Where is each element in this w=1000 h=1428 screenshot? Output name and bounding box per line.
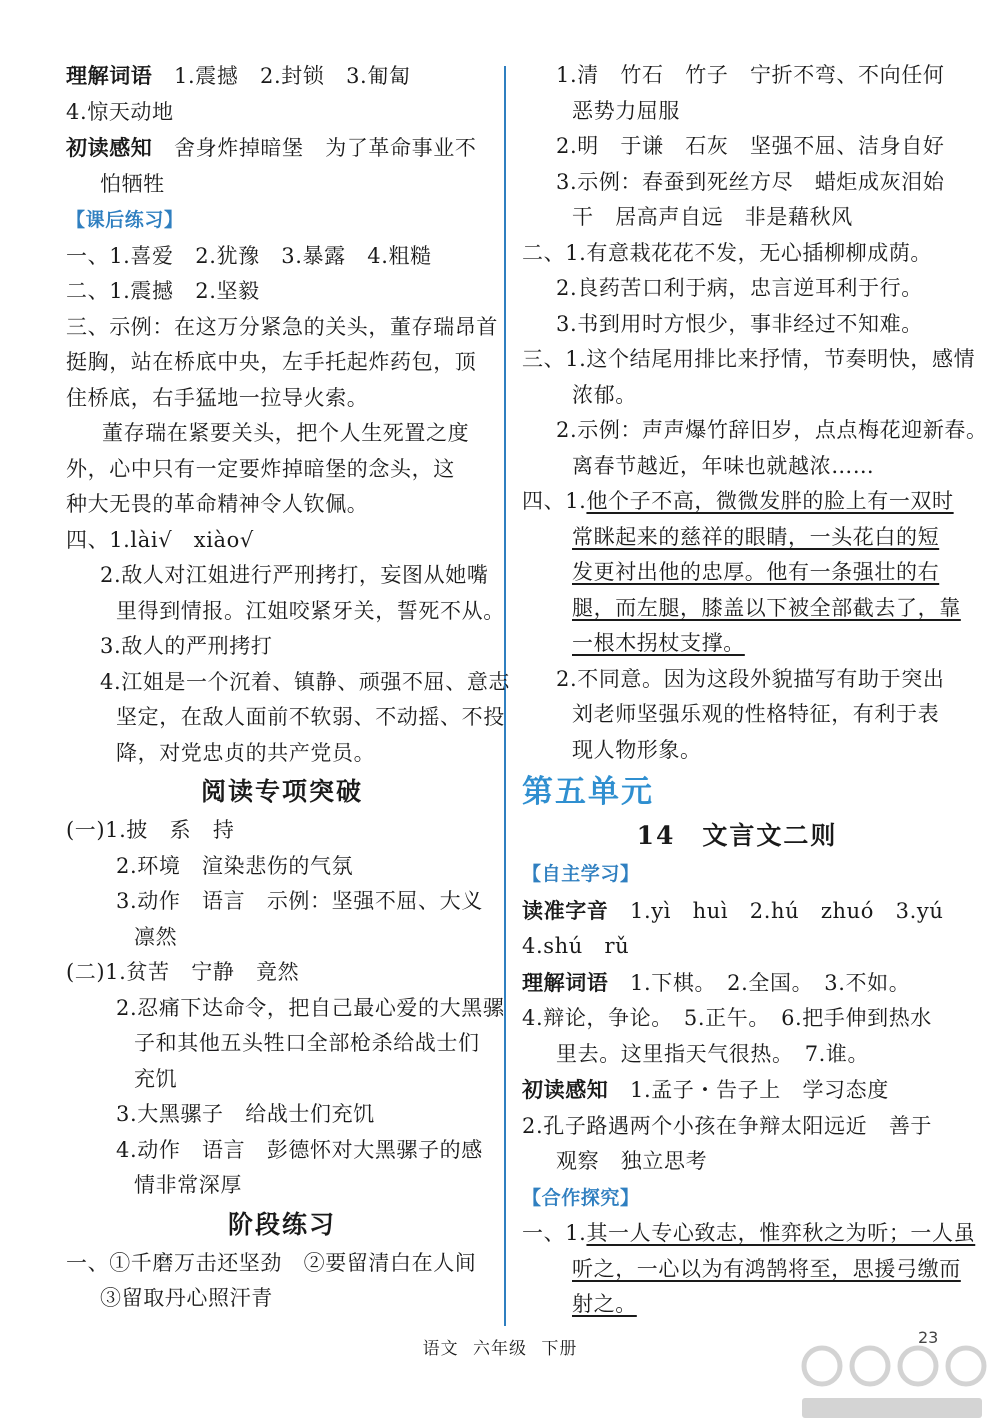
line-text: 1.yì huì 2.hú zhuó 3.yú (630, 898, 944, 923)
line: 凛然 (134, 924, 178, 949)
watermark-logo (792, 1336, 992, 1424)
line: 2.明 于谦 石灰 坚强不屈、洁身自好 (556, 134, 945, 158)
underlined-answer: 听之，一心以为有鸿鹄将至，思援弓缴而 (572, 1256, 961, 1281)
line (522, 893, 952, 930)
section-label: 理解词语 (66, 63, 153, 88)
line (66, 58, 498, 95)
line: 4.shú rǔ (522, 934, 630, 958)
line (522, 520, 952, 556)
line (522, 626, 952, 662)
line (522, 484, 952, 520)
line: 四、1.lài√ xiào√ (66, 527, 254, 552)
line: 3.书到用时方恨少，事非经过不知难。 (556, 311, 923, 336)
section-tag (66, 202, 498, 239)
line (522, 1252, 961, 1288)
line: 降，对党忠贞的共产党员。 (116, 740, 376, 765)
line: 充饥 (134, 1066, 178, 1091)
line: 坚定，在敌人面前不软弱、不动摇、不投 (116, 705, 505, 729)
line: 刘老师坚强乐观的性格特征，有利于表 (572, 702, 940, 726)
line: (二)1.贫苦 宁静 竟然 (66, 960, 300, 984)
line: 1.清 竹石 竹子 宁折不弯、不向任何 (556, 63, 945, 87)
line: 现人物形象。 (572, 737, 702, 762)
line: 4.惊天动地 (66, 99, 174, 124)
line: 怕牺牲 (100, 171, 165, 196)
line: 3.示例：春蚕到死丝方尽 蜡炬成灰泪始 (556, 169, 945, 194)
tag-label: 【课后练习】 (66, 209, 184, 231)
line (522, 555, 952, 591)
line: ③留取丹心照汗青 (100, 1286, 273, 1310)
line-number: 一、1. (522, 1221, 587, 1245)
section-tag (522, 856, 952, 893)
footer-subject: 语文 (422, 1339, 459, 1359)
underlined-answer: 他个子不高，微微发胖的脸上有一双时 (586, 489, 954, 513)
line: 恶势力屈服 (572, 98, 680, 123)
line: 3.大黑骡子 给战士们充饥 (116, 1102, 375, 1126)
line: 干 居高声自远 非是藉秋风 (572, 205, 853, 229)
line (522, 965, 952, 1002)
line: 离春节越近，年味也就越浓…… (572, 453, 875, 478)
line: 浓郁。 (572, 382, 637, 407)
line: 3.动作 语言 示例：坚强不屈、大义 (116, 889, 483, 913)
line: 4.江姐是一个沉着、镇静、顽强不屈、意志 (100, 669, 511, 694)
line: 3.敌人的严刑拷打 (100, 634, 273, 658)
line: 挺胸，站在桥底中央，左手托起炸药包，顶 (66, 350, 477, 374)
line (522, 1072, 952, 1109)
line: 三、1.这个结尾用排比来抒情，节奏明快，感情 (522, 347, 976, 371)
line: 2.孔子路遇两个小孩在争辩太阳远近 善于 (522, 1113, 933, 1138)
line-text: 1.孟子・告子上 学习态度 (630, 1078, 889, 1102)
underlined-answer: 其一人专心致志，惟弈秋之为听；一人虽 (586, 1221, 976, 1245)
line: 2.环境 渲染悲伤的气氛 (116, 853, 354, 878)
lesson-title: 14 文言文二则 (636, 821, 838, 850)
section-heading: 阶段练习 (227, 1209, 336, 1239)
section-label: 读准字音 (522, 897, 609, 923)
page-number: 23 (918, 1328, 939, 1347)
line-text: 舍身炸掉暗堡 为了革命事业不 (174, 136, 477, 160)
line: 董存瑞在紧要关头，把个人生死置之度 (102, 421, 470, 445)
underlined-answer: 射之。 (572, 1292, 637, 1316)
line-text: 1.震撼 2.封锁 3.匍匐 (174, 64, 411, 88)
section-heading: 阅读专项突破 (200, 777, 363, 806)
right-column (522, 58, 988, 1323)
line: 里去。这里指天气很热。 7.谁。 (556, 1041, 870, 1066)
line: 住桥底，右手猛地一拉导火索。 (66, 385, 369, 410)
line (522, 1216, 976, 1252)
section-label: 初读感知 (66, 135, 153, 160)
line: 2.示例：声声爆竹辞旧岁，点点梅花迎新春。 (556, 418, 988, 442)
underlined-answer: 发更衬出他的忠厚。他有一条强壮的右 (572, 560, 940, 584)
line: 三、示例：在这万分紧急的关头，董存瑞昂首 (66, 314, 498, 339)
line: 2.忍痛下达命令，把自己最心爱的大黑骡 (116, 995, 505, 1020)
line: 一、①千磨万击还坚劲 ②要留清白在人间 (66, 1250, 477, 1275)
line (66, 130, 498, 167)
line: 4.动作 语言 彭德怀对大黑骡子的感 (116, 1137, 483, 1162)
line: 种大无畏的革命精神令人钦佩。 (66, 492, 369, 516)
line: 2.良药苦口利于病，忠言逆耳利于行。 (556, 276, 923, 300)
line (522, 591, 961, 627)
underlined-answer: 常眯起来的慈祥的眼睛，一头花白的短 (572, 524, 940, 549)
line: 4.辩论，争论。 5.正午。 6.把手伸到热水 (522, 1006, 932, 1030)
line: 一、1.喜爱 2.犹豫 3.暴露 4.粗糙 (66, 243, 432, 268)
left-column (66, 58, 511, 1317)
section-tag (522, 1180, 952, 1217)
line: 里得到情报。江姐咬紧牙关，誓死不从。 (116, 598, 505, 623)
underlined-answer: 腿，而左腿，膝盖以下被全部截去了，靠 (572, 595, 961, 620)
line: 2.敌人对江姐进行严刑拷打，妄图从她嘴 (100, 563, 489, 587)
line: (一)1.披 系 持 (66, 818, 235, 842)
line: 观察 独立思考 (556, 1149, 708, 1173)
unit-title: 第五单元 (522, 774, 654, 810)
line-number: 四、1. (522, 489, 587, 513)
line: 子和其他五头牲口全部枪杀给战士们 (134, 1031, 480, 1055)
line: 二、1.震撼 2.坚毅 (66, 279, 260, 303)
underlined-answer: 一根木拐杖支撑。 (572, 631, 745, 655)
section-label: 初读感知 (522, 1077, 609, 1102)
line-text: 1.下棋。 2.全国。 3.不如。 (630, 970, 911, 995)
section-label: 理解词语 (522, 969, 609, 995)
line: 情非常深厚 (134, 1173, 242, 1197)
line: 外，心中只有一定要炸掉暗堡的念头，这 (66, 456, 455, 481)
line: 2.不同意。因为这段外貌描写有助于突出 (556, 666, 945, 691)
tag-label: 【自主学习】 (522, 863, 640, 885)
tag-label: 【合作探究】 (522, 1186, 640, 1209)
line: 二、1.有意栽花花不发，无心插柳柳成荫。 (522, 240, 933, 265)
line (522, 1287, 952, 1323)
footer-volume: 下册 (541, 1339, 578, 1359)
footer-grade: 六年级 (473, 1339, 527, 1359)
